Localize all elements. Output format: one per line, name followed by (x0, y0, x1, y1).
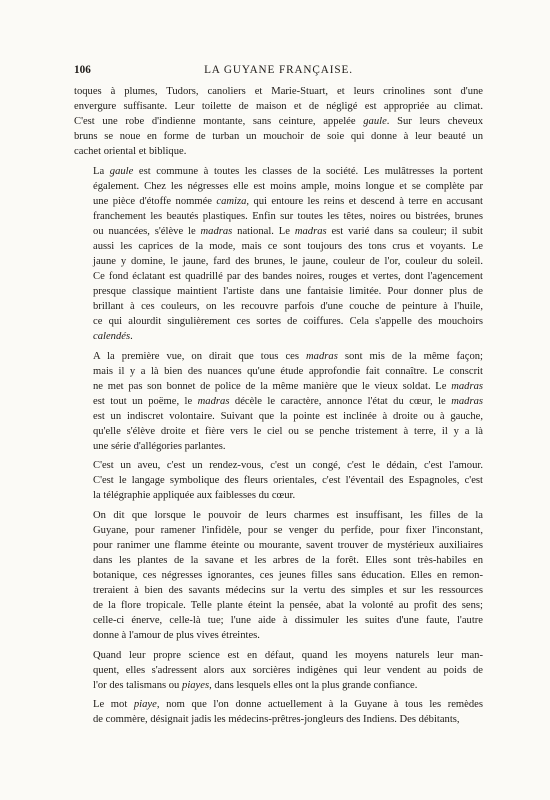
text-line: qu'elle s'élève droite et fière vers le ciel ou se penche tristement à terre, il y a là (93, 425, 483, 437)
paragraph (74, 458, 483, 503)
text-line: C'est une robe d'indienne montante, sans ceinture, appelée gaule. Sur leurs cheveux (74, 116, 484, 128)
text-line: jaune y domine, le jaune, fard des brunes, le jaune, couleur de l'or, couleur du soleil. (93, 255, 483, 267)
text-line: calendés. (93, 331, 133, 343)
text-line: dans les plantes de la savane et les arbres de la forêt. Elles sont très-habiles en (93, 554, 483, 566)
text-line: une série d'allégories parlantes. (93, 440, 226, 452)
text-line: bruns se noue en forme de turban un mouchoir de soie qui donne à leur beauté un (74, 131, 483, 143)
text-line: Le mot piaye, nom que l'on donne actuellement à la Guyane à tous les remèdes (93, 699, 483, 711)
body-text (74, 84, 483, 732)
text-line: presque classique maintient l'artiste dans une fantaisie limitée. Pour donner plus de (93, 286, 483, 297)
text-line: toques à plumes, Tudors, canoliers et Marie-Stuart, et leurs crinolines sont d'une (74, 86, 483, 97)
paragraph (74, 508, 483, 643)
text-line: A la première vue, on dirait que tous ces madras sont mis de la même façon; (93, 350, 483, 362)
text-line: ce qui alourdit singulièrement ces sortes de coiffures. Cela s'appelle des mouchoirs (93, 316, 483, 328)
text-line: La gaule est commune à toutes les classes de la société. Les mulâtresses la portent (93, 165, 483, 177)
text-line: donne à l'amour de plus vives étreintes. (93, 630, 260, 642)
text-line: Guyane, pour ramener l'infidèle, pour se venger du perfide, pour fixer l'inconstant, (93, 524, 483, 536)
text-line: Ce fond éclatant est quadrillé par des bandes noires, rouges et vertes, dont l'agencement (93, 270, 483, 282)
text-line: botanique, ces négresses ignorantes, ces jeunes filles sans éducation. Elles en remon- (93, 570, 483, 582)
text-line: est un indiscret volontaire. Suivant que la pointe est inclinée à droite ou à gauche, (93, 410, 483, 422)
text-line: Quand leur propre science est en défaut, quand les moyens naturels leur man- (93, 649, 483, 661)
text-line: quent, elles s'adressent alors aux sorcières indigènes qui leur vendent au poids de (93, 664, 483, 676)
paragraph (74, 84, 483, 159)
text-line: mais il y a là bien des nuances qu'une étude approfondie fait connaître. Le conscrit (93, 365, 483, 377)
paragraph (74, 349, 483, 454)
text-line: également. Chez les négresses elle est moins ample, moins longue et se complète par (93, 180, 483, 192)
running-title: LA GUYANE FRANÇAISE. (204, 64, 353, 76)
paragraph (74, 697, 483, 727)
text-line: C'est un aveu, c'est un rendez-vous, c'est un congé, c'est le dédain, c'est l'amour. (93, 460, 483, 472)
text-line: brillant à ces couleurs, on les recouvre parfois d'une couche de peinture à l'huile, (93, 301, 483, 313)
page-header (74, 64, 483, 78)
text-line: une pièce d'étoffe nommée camiza, qui entoure les reins et descend à terre en accusant (93, 195, 483, 207)
text-line: est tout un poëme, le madras décèle le caractère, annonce l'état du cœur, le madras (93, 395, 483, 407)
text-line: la télégraphie appliquée aux faiblesses du cœur. (93, 490, 296, 502)
text-line: l'or des talismans ou piayes, dans lesquels elles ont la plus grande confiance. (93, 679, 418, 691)
text-line: celle-ci énerve, celle-là tue; l'une aide à dissimuler les suites d'une faute, l'autre (93, 615, 483, 627)
text-line: pour ranimer une flamme éteinte ou mourante, savent trouver de mystérieux auxiliaires (93, 539, 483, 551)
page-number: 106 (74, 64, 91, 76)
text-line: envergure suffisante. Leur toilette de maison et de négligé est appropriée au climat. (74, 101, 483, 113)
text-line: cachet oriental et biblique. (74, 146, 187, 158)
text-line: de la flore tropicale. Telle plante éteint la pensée, abat la volonté au profit des sens; (93, 600, 483, 612)
text-line: ne met pas son bonnet de police de la même manière que le vieux soldat. Le madras (93, 380, 483, 392)
text-line: de commère, désignait jadis les médecins-prêtres-jongleurs des Indiens. Des débitants, (93, 714, 460, 726)
text-line: ou nuancées, s'élève le madras national. Le madras est varié dans sa couleur; il subit (93, 225, 483, 237)
text-line: treraient à bien des savants médecins sur la vertu des simples et sur les ressources (93, 585, 483, 597)
text-line: C'est le langage symbolique des fleurs orientales, c'est l'éventail des Espagnoles, c'est (93, 475, 483, 487)
text-line: aussi les caprices de la mode, mais ce sont toujours des tons crus et voyants. Le (93, 240, 483, 252)
paragraph (74, 648, 483, 693)
paragraph (74, 164, 483, 345)
text-line: On dit que lorsque le pouvoir de leurs charmes est insuffisant, les filles de la (93, 509, 483, 521)
text-line: franchement les beautés plastiques. Enfin sur toutes les têtes, noires ou bistrées, brunes (93, 210, 483, 222)
